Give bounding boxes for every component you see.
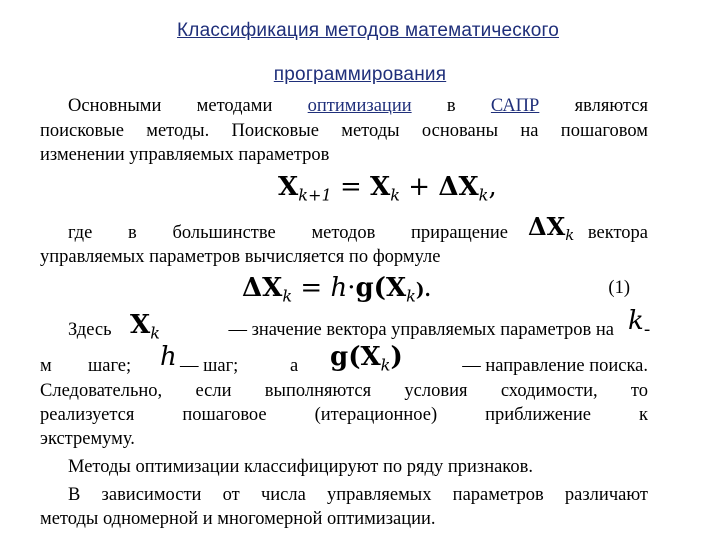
word: где bbox=[68, 223, 93, 243]
paragraph-3-line3: Следовательно, если выполняются условия сходимости, то bbox=[40, 381, 648, 401]
formula-increment-inline bbox=[528, 212, 574, 244]
formula-symbol: + bbox=[408, 172, 431, 202]
formula-symbol: = bbox=[339, 172, 362, 202]
formula-iteration bbox=[278, 172, 497, 205]
formula-h-inline: h bbox=[160, 342, 177, 372]
paragraph-4-line2: В зависимости от числа управляемых параметров различают bbox=[68, 485, 648, 505]
page-title-line2: программирования bbox=[273, 64, 447, 85]
word: методами bbox=[196, 96, 273, 116]
paragraph-1-line2: поисковые методы. Поисковые методы основаны на пошаговом bbox=[40, 121, 648, 141]
hyphen: - bbox=[644, 320, 651, 340]
formula-symbol: ΔX bbox=[528, 212, 566, 241]
word: методов bbox=[311, 223, 376, 243]
formula-subscript: k+1 bbox=[298, 185, 332, 205]
word: вектора bbox=[587, 223, 648, 243]
formula-xk-inline bbox=[130, 310, 160, 343]
formula-symbol: · bbox=[347, 273, 356, 303]
paragraph-2-line1 bbox=[68, 222, 508, 244]
formula-symbol: X bbox=[278, 172, 299, 202]
formula-symbol: , bbox=[488, 172, 497, 202]
formula-symbol: ). bbox=[415, 280, 431, 301]
formula-subscript: k bbox=[150, 323, 160, 343]
formula-symbol: h bbox=[330, 273, 348, 303]
word: — шаг; bbox=[180, 356, 239, 376]
formula-subscript: k bbox=[282, 286, 293, 306]
formula-symbol: (X bbox=[373, 273, 407, 303]
formula-subscript: k bbox=[406, 286, 416, 306]
paragraph-3-line5: экстремуму. bbox=[40, 429, 135, 449]
formula-symbol: g bbox=[330, 342, 349, 372]
word: в bbox=[128, 223, 137, 243]
word: Здесь bbox=[68, 320, 112, 340]
formula-g-inline bbox=[330, 342, 403, 375]
word: шаге; bbox=[88, 356, 132, 376]
paragraph-2-line2: управляемых параметров вычисляется по формуле bbox=[40, 247, 441, 267]
formula-subscript: k bbox=[565, 226, 575, 245]
word: большинстве bbox=[172, 223, 276, 243]
formula-symbol: = bbox=[300, 273, 323, 303]
word: пошаговое bbox=[182, 405, 267, 425]
formula-symbol: X bbox=[370, 172, 391, 202]
optimization-link[interactable]: оптимизации bbox=[307, 96, 412, 116]
paragraph-1-line1 bbox=[68, 95, 648, 117]
formula-k-inline: k bbox=[628, 306, 644, 336]
formula-symbol: g bbox=[355, 273, 374, 303]
sapr-link[interactable]: САПР bbox=[490, 96, 540, 116]
word: а bbox=[290, 356, 299, 376]
formula-symbol: ) bbox=[390, 342, 403, 372]
paragraph-1-line3: изменении управляемых параметров bbox=[40, 145, 330, 165]
formula-subscript: k bbox=[380, 355, 391, 375]
paragraph-3-text1: — значение вектора управляемых параметров на bbox=[228, 320, 614, 340]
word: в bbox=[446, 96, 456, 116]
formula-symbol: ΔX bbox=[438, 172, 479, 202]
formula-step bbox=[242, 273, 431, 306]
word: к bbox=[638, 405, 648, 425]
formula-subscript: k bbox=[478, 185, 489, 205]
word: приближение bbox=[485, 405, 591, 425]
word: Основными bbox=[68, 96, 162, 116]
formula-symbol: X bbox=[130, 310, 151, 340]
page-title-line1: Классификация методов математического bbox=[177, 20, 559, 41]
paragraph-3-line4 bbox=[40, 404, 648, 426]
paragraph-4-line1: Методы оптимизации классифицируют по ряду признаков. bbox=[68, 457, 533, 477]
formula-symbol: ΔX bbox=[242, 273, 283, 303]
word: реализуется bbox=[40, 405, 135, 425]
paragraph-3-text3: — направление поиска. bbox=[462, 356, 648, 376]
word: (итерационное) bbox=[314, 405, 438, 425]
equation-number: (1) bbox=[608, 278, 630, 298]
paragraph-4-line3: методы одномерной и многомерной оптимизации. bbox=[40, 509, 436, 529]
word: м bbox=[40, 356, 52, 376]
formula-symbol: (X bbox=[348, 342, 381, 372]
word: являются bbox=[574, 96, 648, 116]
word: приращение bbox=[411, 223, 508, 243]
formula-subscript: k bbox=[390, 185, 400, 205]
